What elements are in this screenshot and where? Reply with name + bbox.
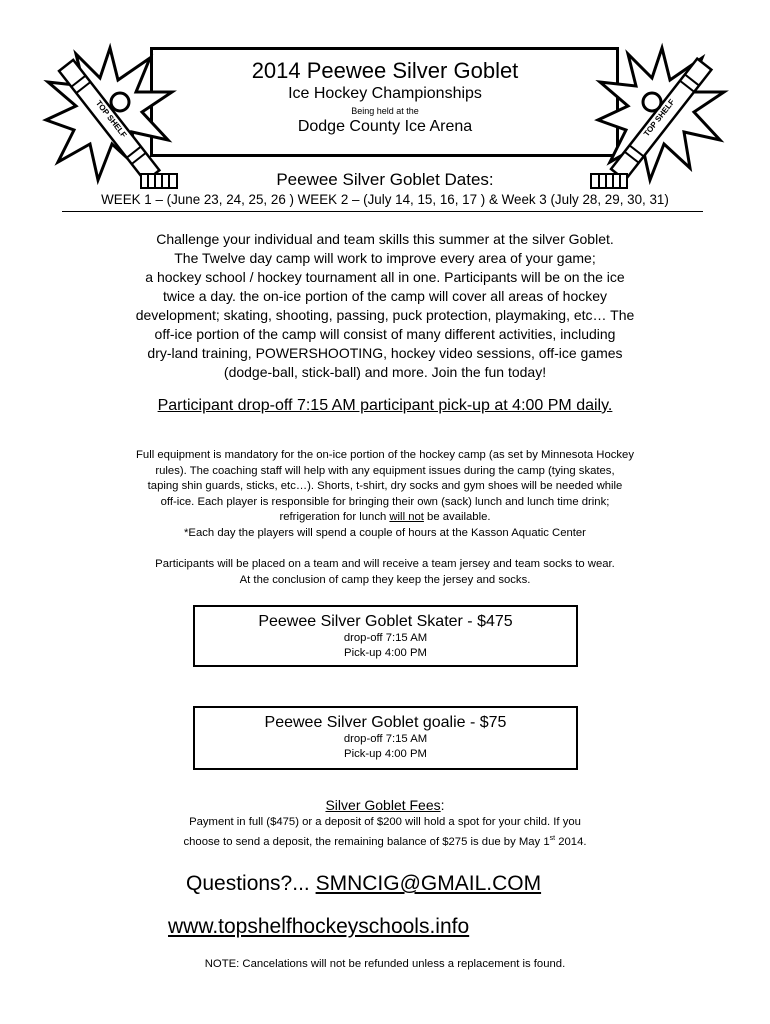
equipment-line — [95, 510, 675, 526]
page-subtitle: Ice Hockey Championships — [288, 85, 482, 102]
equipment-line: Full equipment is mandatory for the on-ice portion of the hockey camp (as set by Minnesota Hockey — [136, 449, 634, 461]
week-dates: WEEK 1 – (June 23, 24, 25, 26 ) WEEK 2 – (July 14, 15, 16, 17 ) & Week 3 (July 28, 29, 30, 31) — [101, 192, 669, 207]
equipment-text: be available. — [423, 511, 491, 523]
fees-line — [95, 831, 675, 850]
intro-line: twice a day. the on-ice portion of the camp will cover all areas of hockey — [162, 288, 608, 304]
fees-line: Payment in full ($475) or a deposit of $200 will hold a spot for your child. If you — [189, 816, 581, 828]
intro-paragraph — [95, 230, 675, 382]
equipment-line: *Each day the players will spend a couple of hours at the Kasson Aquatic Center — [184, 526, 586, 539]
dates-heading: Peewee Silver Goblet Dates: — [276, 170, 494, 189]
goalie-package-box — [193, 706, 578, 770]
website-link[interactable]: www.topshelfhockeyschools.info — [168, 915, 470, 938]
intro-line: development; skating, shooting, passing, puck protection, playmaking, etc… The — [135, 307, 635, 323]
goalie-package-name: Peewee Silver Goblet goalie - $75 — [264, 714, 507, 731]
intro-line: dry-land training, POWERSHOOTING, hockey video sessions, off-ice games — [147, 345, 623, 361]
team-line: At the conclusion of camp they keep the jersey and socks. — [239, 573, 531, 586]
intro-line: (dodge-ball, stick-ball) and more. Join the fun today! — [223, 364, 547, 380]
questions-label: Questions?... — [186, 872, 316, 895]
page-title: 2014 Peewee Silver Goblet — [251, 58, 519, 83]
fees-heading-colon: : — [440, 797, 445, 813]
divider — [62, 211, 703, 212]
skater-package-name: Peewee Silver Goblet Skater - $475 — [258, 613, 513, 630]
goalie-dropoff: drop-off 7:15 AM — [343, 733, 428, 745]
held-at-label: Being held at the — [351, 106, 419, 116]
fees-heading-text: Silver Goblet Fees — [325, 797, 441, 813]
cancellation-note: NOTE: Cancelations will not be refunded unless a replacement is found. — [204, 958, 566, 970]
arena-name: Dodge County Ice Arena — [297, 118, 473, 135]
team-paragraph — [95, 557, 675, 588]
logo-text: TOP SHELF — [641, 97, 677, 139]
email-link[interactable]: SMNCIG@GMAIL.COM — [315, 872, 542, 895]
fees-text: choose to send a deposit, the remaining balance of $275 is due by May 1 — [183, 835, 550, 848]
equipment-line: off-ice. Each player is responsible for bringing their own (sack) lunch and lunch time drink; — [160, 495, 610, 508]
fees-heading — [95, 797, 675, 813]
logo-text: TOP SHELF — [93, 98, 129, 140]
dropoff-pickup-times: Participant drop-off 7:15 AM participant pick-up at 4:00 PM daily. — [157, 397, 613, 414]
equipment-line: rules). The coaching staff will help with any equipment issues during the camp (tying skates, — [155, 464, 615, 477]
skater-dropoff: drop-off 7:15 AM — [343, 632, 428, 644]
fees-text: 2014. — [555, 835, 587, 848]
equipment-text: refrigeration for lunch — [279, 511, 390, 523]
equipment-line: taping shin guards, sticks, etc…). Shorts, t-shirt, dry socks and gym shoes will be needed while — [147, 480, 623, 492]
goalie-pickup: Pick-up 4:00 PM — [344, 748, 427, 760]
intro-line: a hockey school / hockey tournament all in one. Participants will be on the ice — [145, 269, 625, 285]
intro-line: Challenge your individual and team skills this summer at the silver Goblet. — [156, 231, 614, 247]
equipment-paragraph — [95, 448, 675, 541]
team-line: Participants will be placed on a team and will receive a team jersey and team socks to wear. — [155, 558, 615, 570]
skater-pickup: Pick-up 4:00 PM — [344, 647, 427, 659]
equipment-emphasis: will not — [389, 511, 424, 523]
fees-paragraph — [95, 815, 675, 850]
skater-package-box — [193, 605, 578, 667]
intro-line: off-ice portion of the camp will consist of many different activities, including — [154, 326, 616, 342]
questions-line — [186, 872, 541, 896]
fees-sup: st — [549, 834, 556, 842]
intro-line: The Twelve day camp will work to improve every area of your game; — [174, 250, 596, 266]
